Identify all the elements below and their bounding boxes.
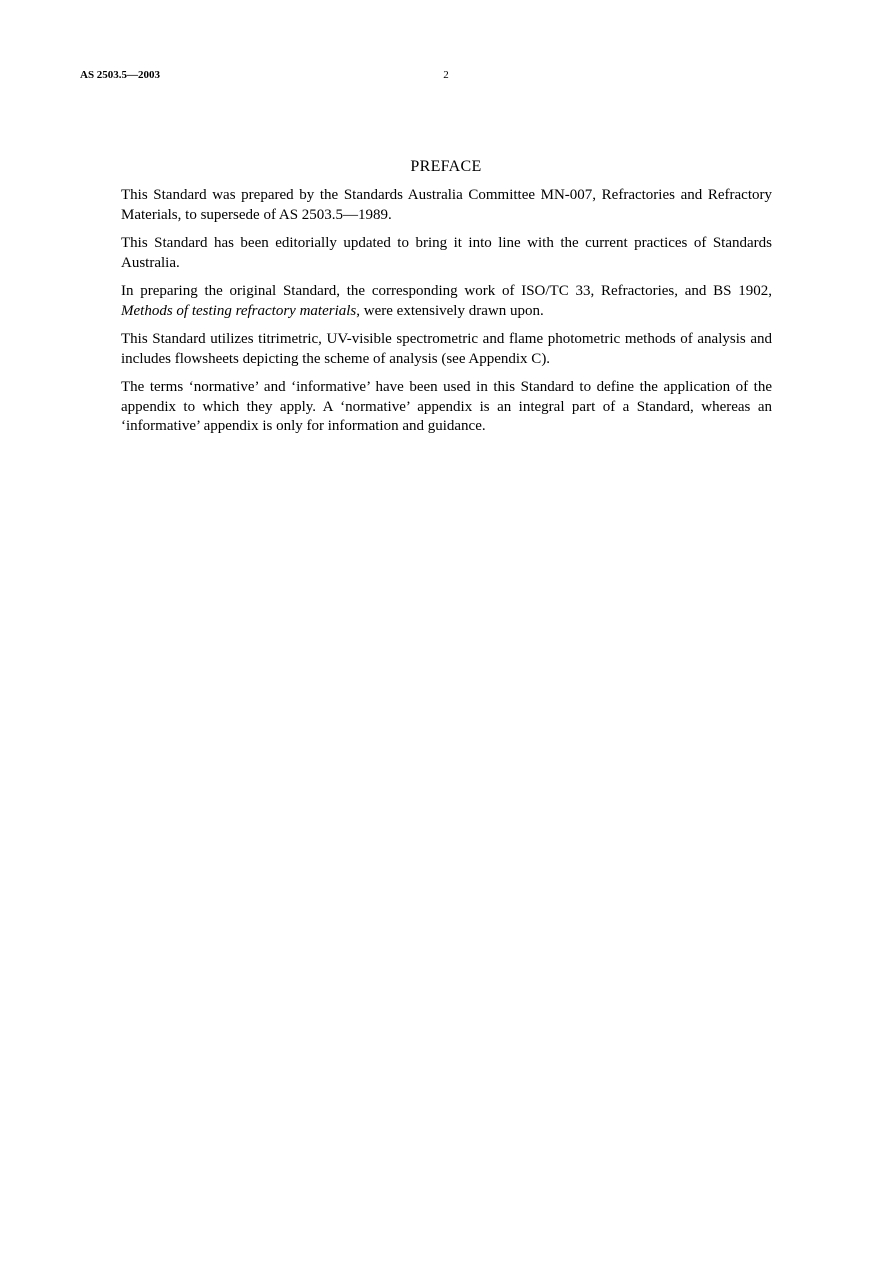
paragraph-normative-informative: The terms ‘normative’ and ‘informative’ have been used in this Standard to define the application of the appendix to which they apply. A ‘normative’ appendix is an integral part of a Standard, whereas an ‘informative’ appendix is only for information and guidance. xyxy=(121,379,772,434)
paragraph-sources-text-before: In preparing the original Standard, the corresponding work of ISO/TC 33, Refractories, and BS 1902, xyxy=(121,283,772,299)
paragraph-committee: This Standard was prepared by the Standards Australia Committee MN-007, Refractories and Refractory Materials, to supersede of AS 2503.5—1989. xyxy=(121,187,772,223)
page-number: 2 xyxy=(443,69,449,81)
preface-body xyxy=(121,186,772,437)
section-title: PREFACE xyxy=(410,158,482,175)
paragraph-sources-text-after: , were extensively drawn upon. xyxy=(356,302,544,319)
paragraph-sources xyxy=(121,282,772,321)
standard-identifier: AS 2503.5—2003 xyxy=(80,69,161,81)
cited-title: Methods of testing refractory materials xyxy=(121,302,357,319)
paragraph-editorial-update: This Standard has been editorially updated to bring it into line with the current practices of Standards Australia. xyxy=(121,235,772,271)
paragraph-methods: This Standard utilizes titrimetric, UV-visible spectrometric and flame photometric methods of analysis and includes flowsheets depicting the scheme of analysis (see Appendix C). xyxy=(121,331,772,367)
